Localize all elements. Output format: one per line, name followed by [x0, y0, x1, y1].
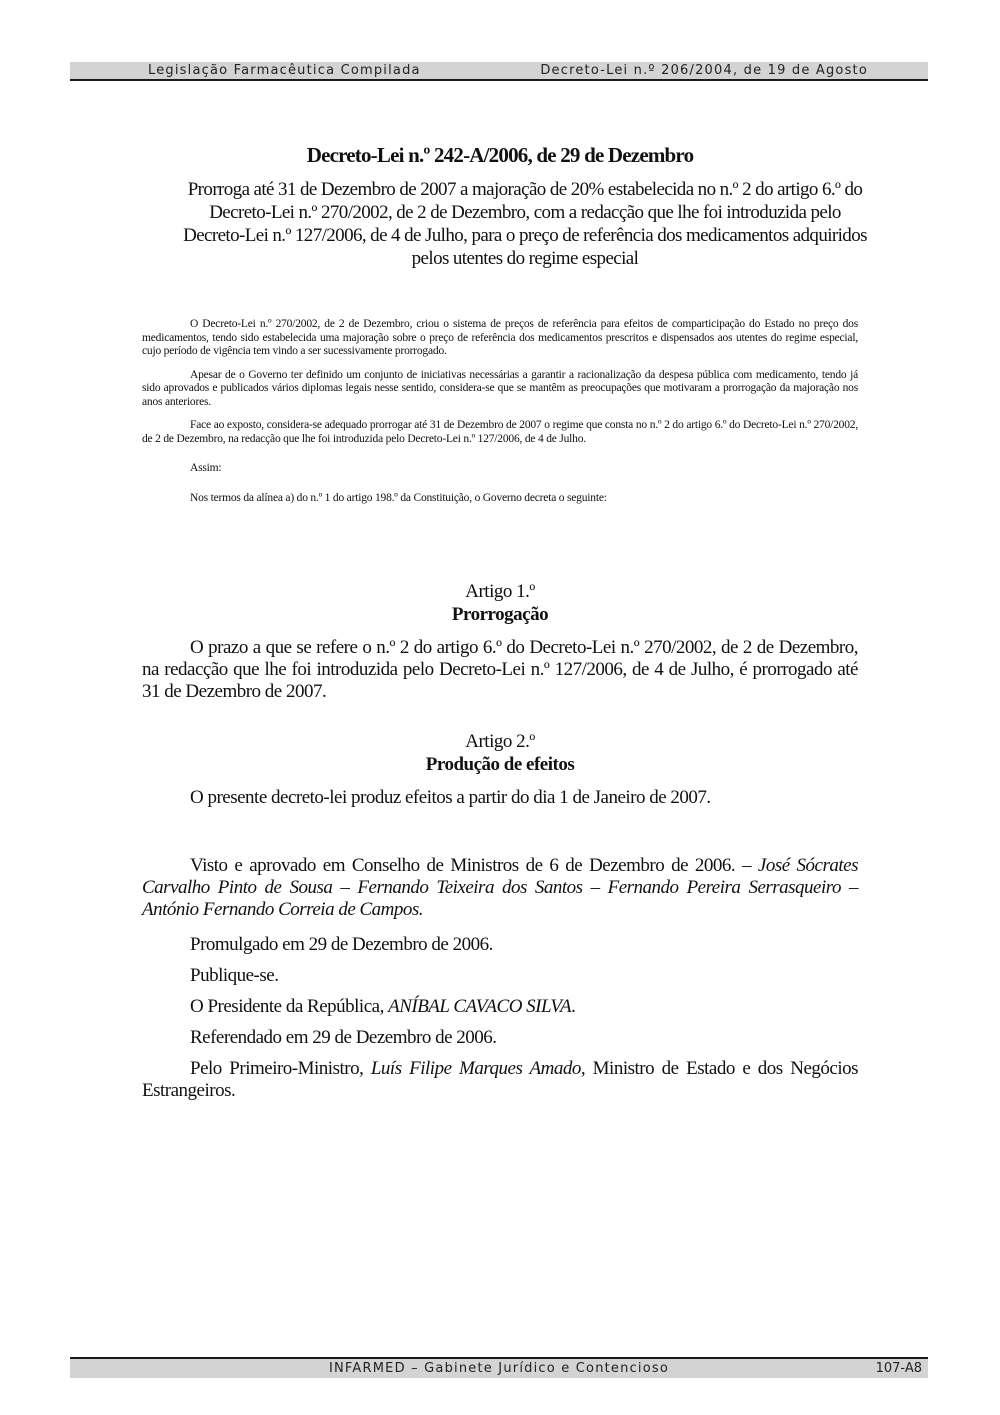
- article-heading: Prorrogação: [451, 604, 549, 625]
- article-number: Artigo 2.º: [465, 731, 535, 752]
- promulgation-line: Promulgado em 29 de Dezembro de 2006.: [190, 934, 493, 955]
- header-collection-title: Legislação Farmacêutica Compilada: [148, 63, 421, 78]
- minister-names: José Sócrates Carvalho Pinto de Sousa – Fernando Teixeira dos Santos – Fernando Pereira Serrasqueiro – António Fernando Correia de Campos.: [142, 855, 858, 920]
- president-end: .: [571, 996, 576, 1017]
- president-line: [142, 996, 858, 1018]
- preamble-paragraph: Assim:: [190, 462, 222, 474]
- approval-paragraph: [142, 855, 858, 921]
- preamble-paragraph: O Decreto-Lei n.º 270/2002, de 2 de Dezembro, criou o sistema de preços de referência para efeitos de comparticipação do Estado no preço dos medicamentos, tendo sido estabelecida uma majoração sobre o preço de referência dos medicamentos prescritos e dispensados aos utentes do regime especial, cujo período de vigência tem vindo a ser sucessivamente prorrogado.: [142, 318, 858, 357]
- article-1-text: [142, 637, 858, 703]
- signoff-block: [142, 855, 858, 1111]
- article-number: Artigo 1.º: [465, 581, 535, 602]
- article-2-text: [142, 787, 858, 809]
- pm-name: Luís Filipe Marques Amado: [370, 1058, 581, 1079]
- document-subtitle: Prorroga até 31 de Dezembro de 2007 a majoração de 20% estabelecida no n.º 2 do artigo 6.º do Decreto-Lei n.º 270/2002, de 2 de Dezembro, com a redacção que lhe foi introduzida pelo Decreto-Lei n.º 127/2006, de 4 de Julho, para o preço de referência dos medicamentos adquiridos pelos utentes do regime especial: [183, 179, 867, 269]
- page-footer: [70, 1357, 928, 1378]
- preamble-paragraph: Nos termos da alínea a) do n.º 1 do artigo 198.º da Constituição, o Governo decreta o seguinte:: [190, 491, 607, 504]
- article-2-header: [142, 730, 858, 776]
- president-name: ANÍBAL CAVACO SILVA: [388, 996, 572, 1017]
- preamble-paragraph: Apesar de o Governo ter definido um conjunto de iniciativas necessárias a garantir a racionalização da despesa pública com medicamento, tendo já sido aprovados e publicados vários diplomas legais nesse sentido, considera-se que se mantêm as preocupações que motivaram a prorrogação da majoração nos anos anteriores.: [142, 368, 858, 408]
- approval-text: Visto e aprovado em Conselho de Ministros de 6 de Dezembro de 2006. –: [190, 855, 758, 876]
- footer-organization: INFARMED – Gabinete Jurídico e Contencioso: [328, 1361, 670, 1376]
- article-paragraph: O prazo a que se refere o n.º 2 do artigo 6.º do Decreto-Lei n.º 270/2002, de 2 de Dezembro, na redacção que lhe foi introduzida pelo Decreto-Lei n.º 127/2006, de 4 de Julho, é prorrogado até 31 de Dezembro de 2007.: [142, 637, 858, 702]
- document-title: Decreto-Lei n.º 242-A/2006, de 29 de Dezembro: [306, 143, 694, 167]
- president-label: O Presidente da República,: [190, 996, 389, 1017]
- pm-rest: , Ministro de Estado e dos Negócios Estrangeiros.: [142, 1058, 858, 1101]
- preamble: [142, 318, 858, 515]
- article-1-header: [142, 580, 858, 626]
- referendado-line: Referendado em 29 de Dezembro de 2006.: [190, 1027, 497, 1048]
- pm-label: Pelo Primeiro-Ministro,: [190, 1058, 371, 1079]
- article-paragraph: O presente decreto-lei produz efeitos a partir do dia 1 de Janeiro de 2007.: [190, 787, 711, 808]
- publish-line: Publique-se.: [190, 965, 279, 986]
- prime-minister-line: [142, 1058, 858, 1102]
- article-heading: Produção de efeitos: [425, 754, 575, 775]
- preamble-paragraph: Face ao exposto, considera-se adequado prorrogar até 31 de Dezembro de 2007 o regime que consta no n.º 2 do artigo 6.º do Decreto-Lei n.º 270/2002, de 2 de Dezembro, na redacção que lhe foi introduzida pelo Decreto-Lei n.º 127/2006, de 4 de Julho.: [142, 419, 858, 445]
- page-header: [70, 62, 928, 81]
- header-decree-reference: Decreto-Lei n.º 206/2004, de 19 de Agosto: [540, 63, 868, 78]
- page-number: 107-A8: [875, 1361, 922, 1376]
